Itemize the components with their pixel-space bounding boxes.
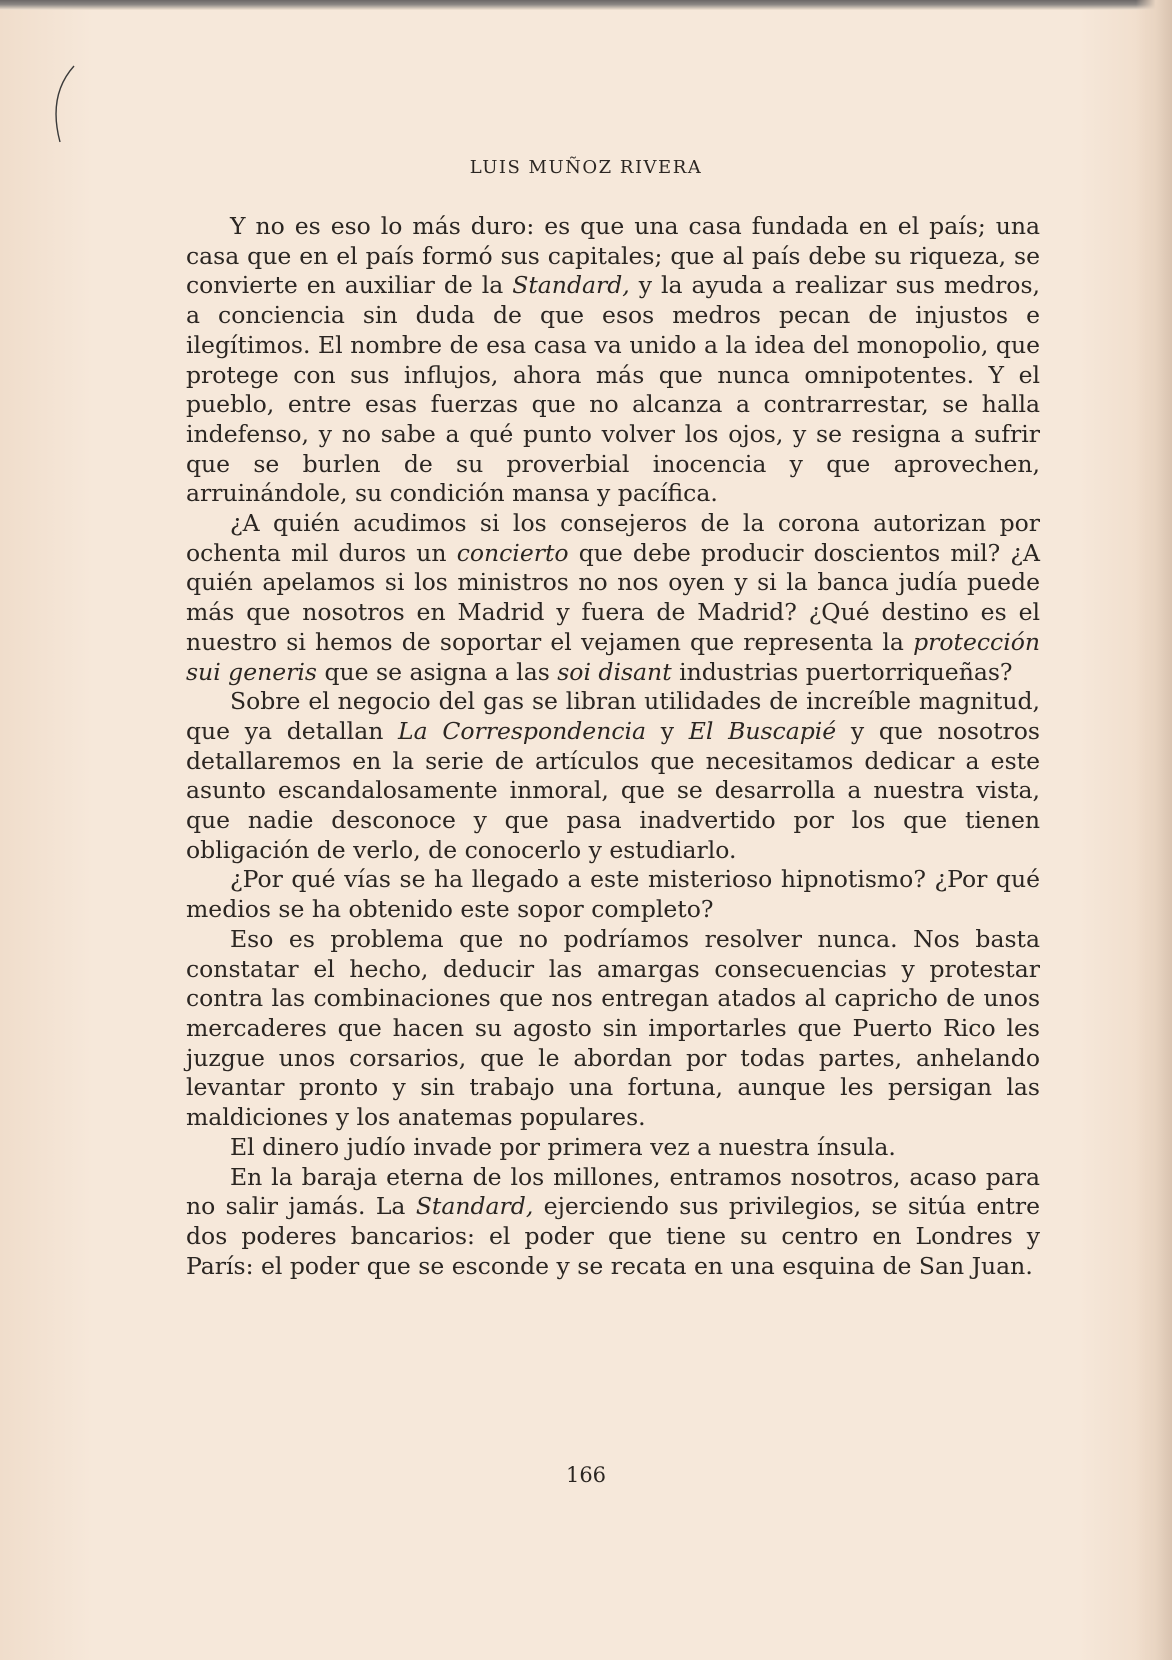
text-run: Eso es problema que no podríamos resolver nunca. Nos basta constatar el hecho, deducir las amargas consecuencias y protestar contra las combinaciones que nos entregan atados al capricho de unos mercaderes que hacen su agosto sin importarles que Puerto Rico les juzgue unos corsarios, que le abordan por todas partes, anhelando levantar pronto y sin trabajo una fortuna, aunque les persigan las maldiciones y los anatemas populares.: [186, 924, 1040, 1132]
text-run: En la baraja eterna de los millones, entramos nosotros, acaso para no salir jamás. La: [186, 1162, 1040, 1221]
text-run: ¿A quién acudimos si los consejeros de la corona autorizan por ochenta mil duros un: [186, 509, 1040, 567]
paragraph: [186, 509, 1040, 687]
text-run: y la ayuda a realizar sus medros, a conciencia sin duda de que esos medros pecan de injustos e ilegítimos. El nombre de esa casa va unido a la idea del monopolio, que protege con sus influjos, ahora más que nunca omnipotentes. Y el pueblo, entre esas fuerzas que no alcanza a contrarrestar, se halla indefenso, y no sabe a qué punto volver los ojos, y se resigna a sufrir que se burlen de su proverbial inocencia y que aprovechen, arruinándole, su condición mansa y pacífica.: [186, 271, 1040, 508]
paragraph: [186, 212, 1040, 509]
page-number: 166: [565, 1463, 607, 1487]
text-run: industrias puertorriqueñas?: [671, 657, 1013, 686]
italic-text: protección sui generis: [186, 627, 1040, 686]
text-run: y que nosotros detallaremos en la serie de artículos que necesitamos dedicar a este asunto escandalosamente inmoral, que se desarrolla a nuestra vista, que nadie desconoce y que pasa inadvertido por los que tienen obligación de verlo, de conocerlo y estudiarlo.: [186, 716, 1040, 864]
text-run: ¿Por qué vías se ha llegado a este misterioso hipnotismo? ¿Por qué medios se ha obtenido este sopor completo?: [186, 865, 1040, 924]
italic-text: La Correspondencia: [398, 716, 647, 745]
text-run: que se asigna a las: [316, 657, 558, 686]
italic-text: Standard,: [512, 271, 630, 300]
text-run: ejerciendo sus privilegios, se sitúa entre dos poderes bancarios: el poder que tiene su centro en Londres y París: el poder que se esconde y se recata en una esquina de San Juan.: [186, 1192, 1040, 1280]
running-head: LUIS MUÑOZ RIVERA: [469, 157, 703, 178]
paragraph: [186, 865, 1040, 924]
scan-right-edge: [1136, 0, 1172, 1660]
paragraph: [186, 687, 1040, 865]
text-run: El dinero judío invade por primera vez a nuestra ínsula.: [230, 1132, 896, 1161]
paragraph: [186, 1163, 1040, 1282]
pencil-bracket-mark: [44, 62, 84, 152]
text-run: y: [646, 716, 689, 745]
paragraph: [186, 925, 1040, 1133]
text-run: que debe producir doscientos mil? ¿A quién apelamos si los ministros no nos oyen y si la banca judía puede más que nosotros en Madrid y fuera de Madrid? ¿Qué destino es el nuestro si hemos de soportar el vejamen que representa la: [186, 538, 1040, 656]
italic-text: Standard,: [415, 1192, 534, 1221]
text-run: Y no es eso lo más duro: es que una casa fundada en el país; una casa que en el país formó sus capitales; que al país debe su riqueza, se convierte en auxiliar de la: [186, 212, 1040, 300]
scan-top-edge: [0, 0, 1172, 10]
body-text: [186, 212, 1040, 1281]
italic-text: soi disant: [557, 657, 672, 686]
paragraph: [186, 1133, 1040, 1163]
text-run: Sobre el negocio del gas se libran utilidades de increíble magnitud, que ya detallan: [186, 687, 1040, 745]
italic-text: concierto: [456, 538, 569, 567]
italic-text: El Buscapié: [688, 716, 837, 745]
